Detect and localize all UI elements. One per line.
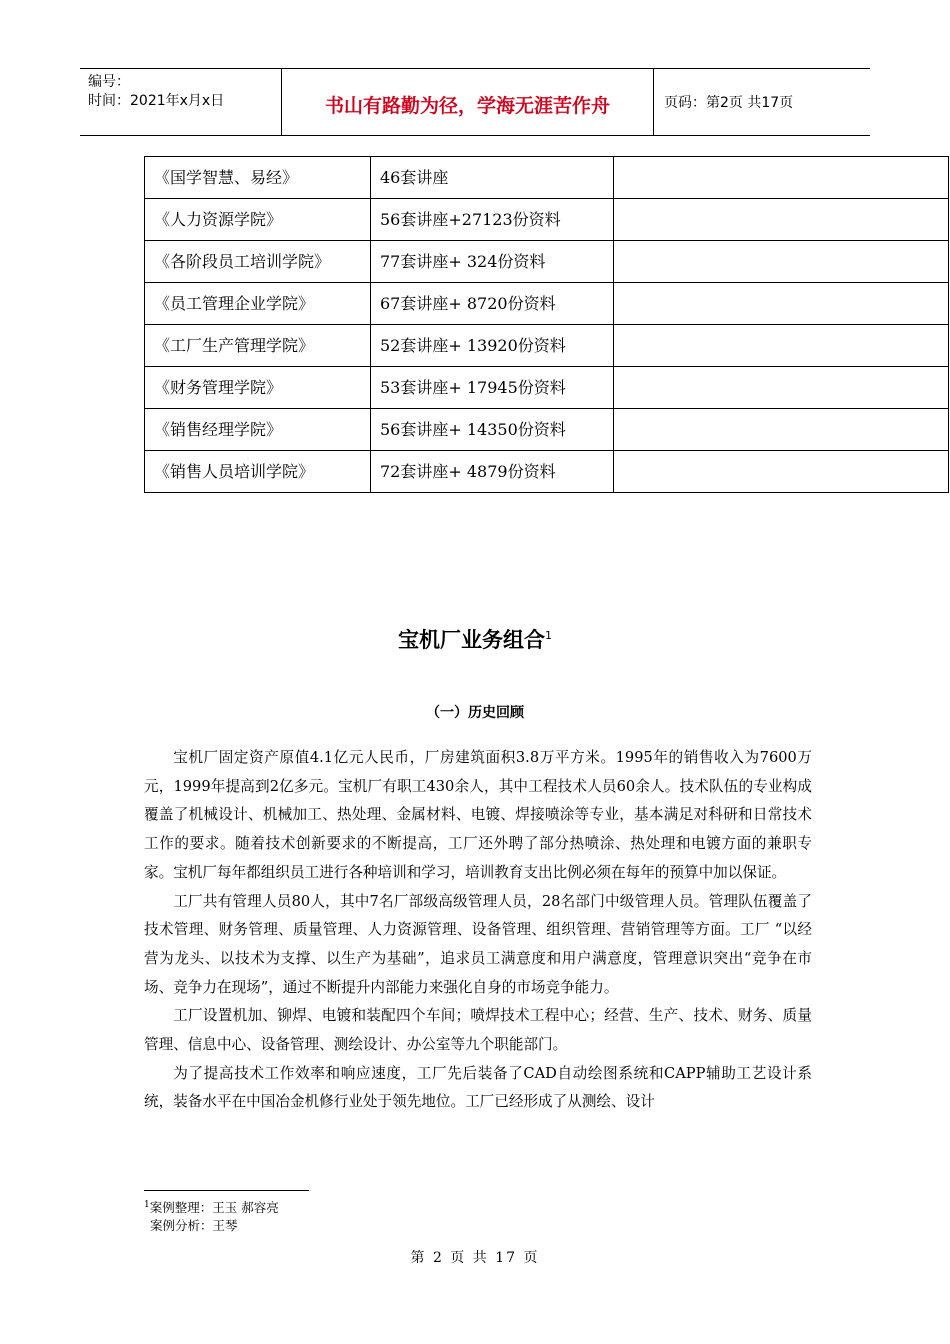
lecture-name-cell: 《财务管理学院》 bbox=[145, 367, 371, 409]
lecture-content-cell: 56套讲座+27123份资料 bbox=[371, 199, 614, 241]
footnote-divider bbox=[144, 1190, 309, 1191]
table-row bbox=[145, 451, 949, 493]
lecture-name-cell: 《工厂生产管理学院》 bbox=[145, 325, 371, 367]
lecture-table bbox=[144, 156, 949, 493]
lecture-content-cell: 52套讲座+ 13920份资料 bbox=[371, 325, 614, 367]
footnote-mark: 1 bbox=[144, 1200, 150, 1210]
lecture-name-cell: 《销售经理学院》 bbox=[145, 409, 371, 451]
paragraph: 宝机厂固定资产原值4.1亿元人民币，厂房建筑面积3.8万平方米。1995年的销售收入为7600万元，1999年提高到2亿多元。宝机厂有职工430余人，其中工程技术人员60余人。技术队伍的专业构成覆盖了机械设计、机械加工、热处理、金属材料、电镀、焊接喷涂等专业，基本满足对科研和日常技术工作的要求。随着技术创新要求的不断提高，工厂还外聘了部分热喷涂、热处理和电镀方面的兼职专家。宝机厂每年都组织员工进行各种培训和学习，培训教育支出比例必须在每年的预算中加以保证。 bbox=[144, 749, 812, 881]
lecture-content-cell: 77套讲座+ 324份资料 bbox=[371, 241, 614, 283]
lecture-note-cell bbox=[614, 157, 949, 199]
article-title bbox=[0, 624, 950, 654]
lecture-name-cell: 《员工管理企业学院》 bbox=[145, 283, 371, 325]
table-row bbox=[145, 409, 949, 451]
paragraph: 工厂共有管理人员80人，其中7名厂部级高级管理人员，28名部门中级管理人员。管理队伍覆盖了技术管理、财务管理、质量管理、人力资源管理、设备管理、组织管理、营销管理等方面。工厂 “以经营为龙头、以技术为支撑、以生产为基础”，追求员工满意度和用户满意度，管理意识突出“竞争在市场、竞争力在现场”，通过不断提升内部能力来强化自身的市场竞争能力。 bbox=[144, 892, 812, 996]
lecture-content-cell: 67套讲座+ 8720份资料 bbox=[371, 283, 614, 325]
table-row bbox=[145, 241, 949, 283]
article-title-text: 宝机厂业务组合 bbox=[398, 628, 545, 652]
lecture-name-cell: 《销售人员培训学院》 bbox=[145, 451, 371, 493]
lecture-content-cell: 72套讲座+ 4879份资料 bbox=[371, 451, 614, 493]
paragraph: 为了提高技术工作效率和响应速度，工厂先后装备了CAD自动绘图系统和CAPP辅助工艺设计系统，装备水平在中国冶金机修行业处于领先地位。工厂已经形成了从测绘、设计 bbox=[144, 1064, 812, 1111]
page-footer: 第 2 页 共 17 页 bbox=[410, 1250, 540, 1266]
lecture-name-cell: 《各阶段员工培训学院》 bbox=[145, 241, 371, 283]
header-page-info: 页码：第2页 共17页 bbox=[664, 95, 794, 111]
paragraph: 工厂设置机加、铆焊、电镀和装配四个车间；喷焊技术工程中心；经营、生产、技术、财务、质量管理、信息中心、设备管理、测绘设计、办公室等九个职能部门。 bbox=[144, 1007, 812, 1054]
header-motto: 书山有路勤为径，学海无涯苦作舟 bbox=[282, 69, 654, 135]
lecture-note-cell bbox=[614, 409, 949, 451]
document-number-label: 编号： bbox=[88, 74, 130, 90]
lecture-name-cell: 《人力资源学院》 bbox=[145, 199, 371, 241]
footnote bbox=[144, 1196, 279, 1235]
document-date: 时间：2021年x月x日 bbox=[88, 93, 225, 109]
page-header bbox=[80, 68, 870, 136]
lecture-note-cell bbox=[614, 367, 949, 409]
header-meta bbox=[80, 69, 282, 135]
lecture-note-cell bbox=[614, 451, 949, 493]
lecture-note-cell bbox=[614, 199, 949, 241]
lecture-content-cell: 46套讲座 bbox=[371, 157, 614, 199]
table-row bbox=[145, 283, 949, 325]
lecture-note-cell bbox=[614, 283, 949, 325]
table-row bbox=[145, 199, 949, 241]
lecture-note-cell bbox=[614, 325, 949, 367]
table-row bbox=[145, 325, 949, 367]
section-heading: （一）历史回顾 bbox=[426, 705, 524, 721]
table-row bbox=[145, 157, 949, 199]
lecture-table-body bbox=[145, 157, 949, 493]
lecture-content-cell: 53套讲座+ 17945份资料 bbox=[371, 367, 614, 409]
footnote-compiler: 案例整理：王玉 郝容亮 bbox=[149, 1200, 279, 1216]
lecture-note-cell bbox=[614, 241, 949, 283]
table-row bbox=[145, 367, 949, 409]
footnote-line-2: 案例分析：王琴 bbox=[150, 1218, 238, 1234]
title-footnote-mark[interactable]: 1 bbox=[545, 629, 552, 642]
footnote-line-1 bbox=[144, 1196, 279, 1217]
lecture-content-cell: 56套讲座+ 14350份资料 bbox=[371, 409, 614, 451]
article-body bbox=[144, 744, 812, 1117]
lecture-name-cell: 《国学智慧、易经》 bbox=[145, 157, 371, 199]
